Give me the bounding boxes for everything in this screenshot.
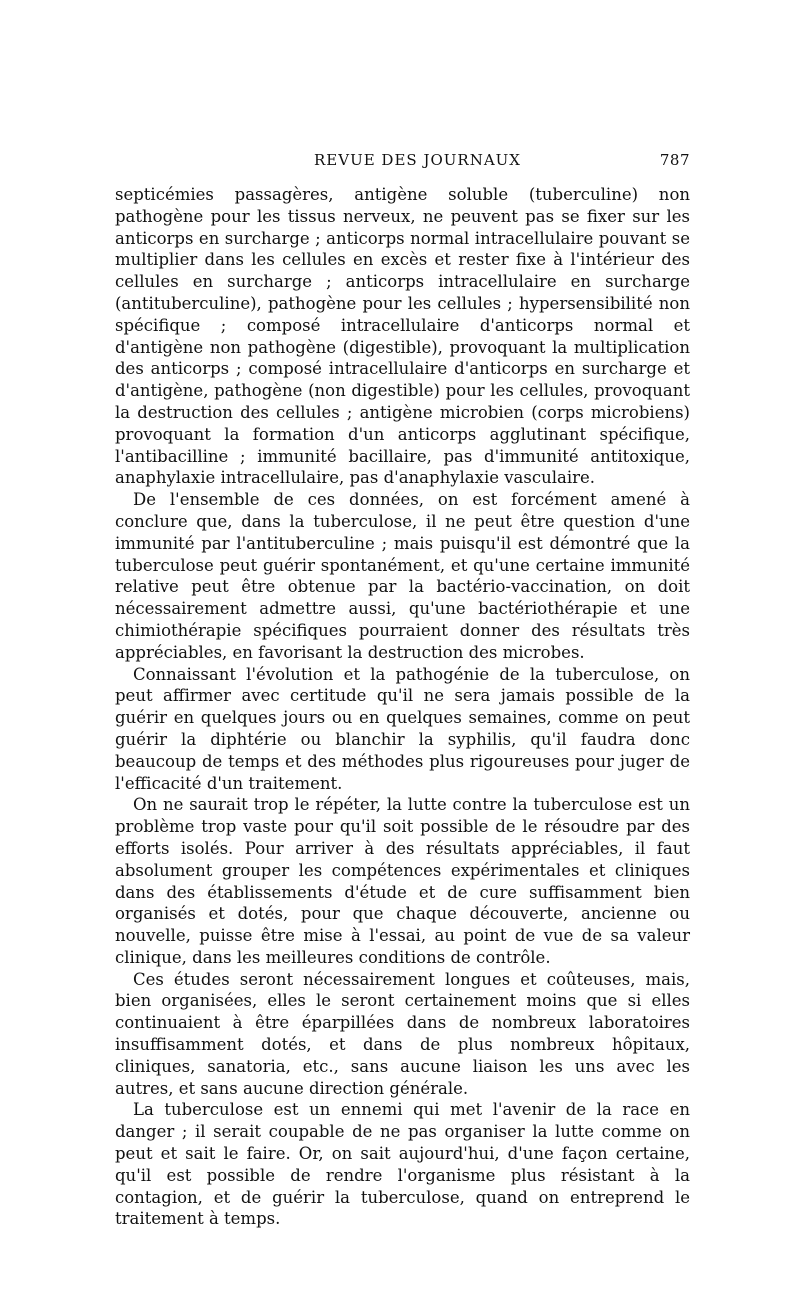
paragraph-2: De l'ensemble de ces données, on est forcément amené à conclure que, dans la tuberculose, il ne peut être question d'une immunité par l'antituberculine ; mais puisqu'il est démontré que la tuberculose peut guérir spontanément, et qu'une certaine immunité relative peut être obtenue par la bactério-vaccination, on doit nécessairement admettre aussi, qu'une bactériothérapie et une chimiothérapie spécifiques pourraient donner des résultats très appréciables, en favorisant la destruction des microbes.: [115, 490, 690, 662]
paragraph-1: septicémies passagères, antigène soluble (tuberculine) non pathogène pour les tissus nerveux, ne peuvent pas se fixer sur les anticorps en surcharge ; anticorps normal intracellulaire pouvant se multiplier dans les cellules en excès et rester fixe à l'intérieur des cellules en surcharge ; anticorps intracellulaire en surcharge (antituberculine), pathogène pour les cellules ; hypersensibilité non spécifique ; composé intracellulaire d'anticorps normal et d'antigène non pathogène (digestible), provoquant la multiplication des anticorps ; composé intracellulaire d'anticorps en surcharge et d'antigène, pathogène (non digestible) pour les cellules, provoquant la destruction des cellules ; antigène microbien (corps microbiens) provoquant la formation d'un anticorps agglutinant spécifique, l'antibacilline ; immunité bacillaire, pas d'immunité antitoxique, anaphylaxie intracellulaire, pas d'anaphylaxie vasculaire.: [115, 185, 690, 488]
body-text: [115, 184, 690, 1230]
paragraph-6: La tuberculose est un ennemi qui met l'avenir de la race en danger ; il serait coupable de ne pas organiser la lutte comme on peut et sait le faire. Or, on sait aujourd'hui, d'une façon certaine, qu'il est possible de rendre l'organisme plus résistant à la contagion, et de guérir la tuberculose, quand on entreprend le traitement à temps.: [115, 1100, 690, 1229]
paragraph-5: Ces études seront nécessairement longues et coûteuses, mais, bien organisées, elles le seront certainement moins que si elles continuaient à être éparpillées dans de nombreux laboratoires insuffisamment dotés, et dans de plus nombreux hôpitaux, cliniques, sanatoria, etc., sans aucune liaison les uns avec les autres, et sans aucune direction générale.: [115, 969, 690, 1098]
paragraph-4: On ne saurait trop le répéter, la lutte contre la tuberculose est un problème trop vaste pour qu'il soit possible de le résoudre par des efforts isolés. Pour arriver à des résultats appréciables, il faut absolument grouper les compétences expérimentales et cliniques dans des établissements d'étude et de cure suffisamment bien organisés et dotés, pour que chaque découverte, ancienne ou nouvelle, puisse être mise à l'essai, au point de vue de sa valeur clinique, dans les meilleures conditions de contrôle.: [115, 795, 690, 967]
running-head: [115, 151, 690, 175]
running-title: REVUE DES JOURNAUX: [314, 151, 521, 169]
paragraph-3: Connaissant l'évolution et la pathogénie de la tuberculose, on peut affirmer avec certitude qu'il ne sera jamais possible de la guérir en quelques jours ou en quelques semaines, comme on peut guérir la diphtérie ou blanchir la syphilis, qu'il faudra donc beaucoup de temps et des méthodes plus rigoureuses pour juger de l'efficacité d'un traitement.: [115, 664, 690, 793]
page-number: 787: [659, 151, 690, 169]
